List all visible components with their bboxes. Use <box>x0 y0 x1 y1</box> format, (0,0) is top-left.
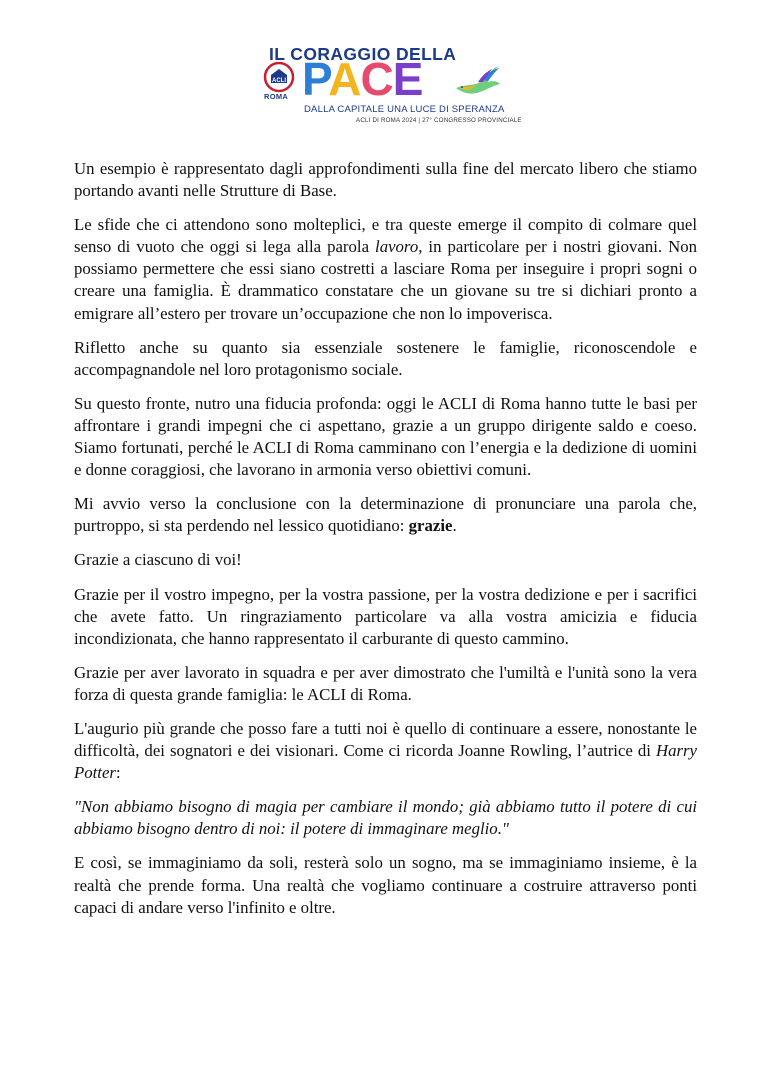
paragraph <box>74 718 697 784</box>
rowling-quote: "Non abbiamo bisogno di magia per cambiare il mondo; già abbiamo tutto il potere di cui abbiamo bisogno dentro di noi: il potere di immaginare meglio." <box>74 797 697 839</box>
congress-logo <box>262 42 522 132</box>
text-run: : <box>115 763 121 783</box>
paragraph: Grazie a ciascuno di voi! <box>74 550 242 570</box>
logo-title: IL CORAGGIO DELLA <box>269 44 457 64</box>
acli-roma-label: ROMA <box>264 92 289 101</box>
paragraph: Su questo fronte, nutro una fiducia profonda: oggi le ACLI di Roma hanno tutte le basi per affrontare i grandi impegni che ci aspettano, grazie a un gruppo dirigente saldo e coeso. Siamo fortunati, perché le ACLI di Roma camminano con l’energia e la dedizione di uomini e donne coraggiosi, che lavorano in armonia verso obiettivi comuni. <box>74 393 697 480</box>
paragraph: Rifletto anche su quanto sia essenziale sostenere le famiglie, riconoscendole e accompagnandole nel loro protagonismo sociale. <box>74 337 697 379</box>
acli-emblem-icon <box>262 62 296 108</box>
paragraph: Grazie per il vostro impegno, per la vostra passione, per la vostra dedizione e per i sacrifici che avete fatto. Un ringraziamento particolare va alla vostra amicizia e fiducia incondizionata, che hanno rappresentato il carburante di questo cammino. <box>74 584 697 648</box>
logo-subtitle: DALLA CAPITALE UNA LUCE DI SPERANZA <box>304 104 505 115</box>
paragraph <box>74 214 697 324</box>
paragraph: E così, se immaginiamo da soli, resterà solo un sogno, ma se immaginiamo insieme, è la realtà che prende forma. Una realtà che vogliamo continuare a costruire attraverso ponti capaci di andare verso l'infinito e oltre. <box>74 853 697 917</box>
text-run: . <box>452 516 457 536</box>
acli-emblem-text: ACLI <box>272 78 286 84</box>
paragraph: Grazie per aver lavorato in squadra e per aver dimostrato che l'umiltà e l'unità sono la vera forza di questa grande famiglia: le ACLI di Roma. <box>74 662 697 704</box>
pace-letter: P <box>302 53 329 105</box>
text-run: L'augurio più grande che posso fare a tutti noi è quello di continuare a essere, nonostante le difficoltà, dei sognatori e dei visionari. Come ci ricorda Joanne Rowling, l’autrice di <box>74 718 697 761</box>
letter-body <box>74 158 697 931</box>
emphasis-lavoro: lavoro <box>375 237 419 257</box>
strong-grazie: grazie <box>408 516 453 536</box>
logo-congress-line: ACLI DI ROMA 2024 | 27° CONGRESSO PROVINCIALE <box>356 117 522 124</box>
text-run: , in particolare per i nostri giovani. Non possiamo permettere che essi siano costretti a lasciare Roma per inseguire i propri sogni o creare una famiglia. È drammatico constatare che un giovane su tre si dichiari pronto a emigrare all’estero per trovare un’occupazione che non lo impoverisca. <box>74 237 697 323</box>
pace-letter: A <box>328 53 361 105</box>
emphasis-harry-potter: Harry Potter <box>74 741 697 783</box>
pace-letter: E <box>392 53 423 105</box>
paragraph: Un esempio è rappresentato dagli approfondimenti sulla fine del mercato libero che stiamo portando avanti nelle Strutture di Base. <box>74 159 697 201</box>
paragraph <box>74 493 697 537</box>
logo-pace-word <box>302 53 423 105</box>
pace-letter: C <box>360 53 393 105</box>
text-run: Mi avvio verso la conclusione con la determinazione di pronunciare una parola che, purtroppo, si sta perdendo nel lessico quotidiano: <box>74 494 697 536</box>
dove-icon <box>452 62 502 102</box>
text-run: Le sfide che ci attendono sono molteplici, e tra queste emerge il compito di colmare quel senso di vuoto che oggi si lega alla parola <box>74 215 697 257</box>
